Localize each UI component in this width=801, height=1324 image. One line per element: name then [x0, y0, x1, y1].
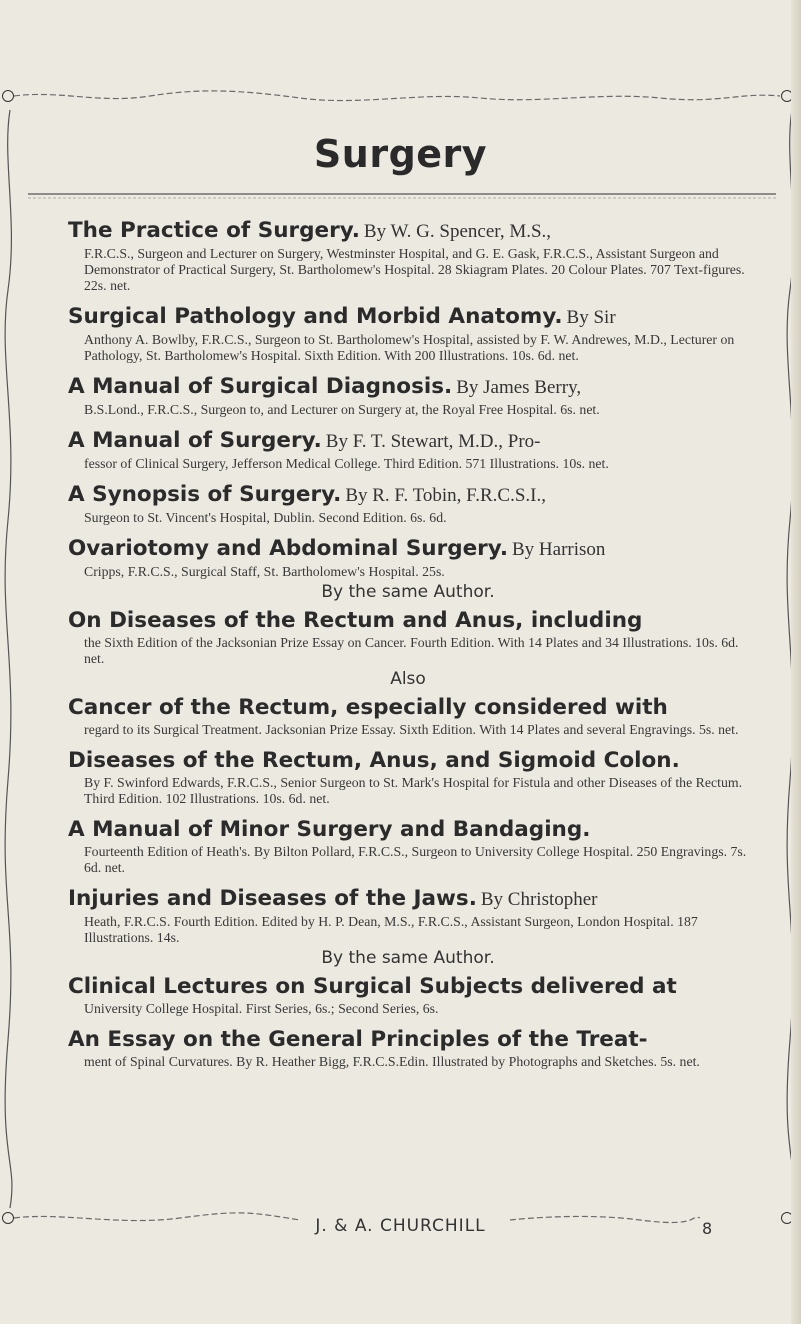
catalogue-entry [68, 817, 748, 876]
entry-title: Surgical Pathology and Morbid Anatomy. [68, 304, 563, 329]
catalogue-entry [68, 886, 748, 968]
page-edge-shadow [791, 0, 801, 1324]
entry-title: Cancer of the Rectum, especially considered with [68, 695, 668, 720]
catalogue-entry [68, 536, 748, 602]
catalogue-entry [68, 1027, 748, 1070]
entry-byline: By Christopher [480, 889, 598, 910]
entry-description: Fourteenth Edition of Heath's. By Bilton Pollard, F.R.C.S., Surgeon to University College Hospital. 250 Engravings. 7s. 6d. net. [84, 844, 747, 875]
entry-byline: By Sir [566, 307, 616, 328]
page-number: 8 [702, 1219, 713, 1238]
catalogue-entry [68, 218, 748, 294]
entry-title: The Practice of Surgery. [68, 218, 360, 243]
catalogue-entry [68, 374, 748, 418]
corner-ring-top-left [2, 90, 14, 102]
catalogue-entry [68, 304, 748, 364]
same-author-note: By the same Author. [321, 948, 495, 968]
catalogue-entry [68, 748, 748, 807]
entry-byline: By Harrison [512, 539, 606, 560]
entry-title: An Essay on the General Principles of the Treat- [68, 1027, 648, 1052]
entry-description: Cripps, F.R.C.S., Surgical Staff, St. Bartholomew's Hospital. 25s. [84, 564, 445, 579]
entry-title: A Synopsis of Surgery. [68, 482, 342, 507]
catalogue-entry [68, 482, 748, 526]
entry-description: Anthony A. Bowlby, F.R.C.S., Surgeon to St. Bartholomew's Hospital, assisted by F. W. Andrewes, M.D., Lecturer on Pathology, St. Bartholomew's Hospital. Sixth Edition. With 200 Illustrations. 10s. 6d. net. [84, 332, 735, 363]
entry-title: A Manual of Surgery. [68, 428, 322, 453]
entry-title: On Diseases of the Rectum and Anus, including [68, 608, 643, 633]
entry-byline: By James Berry, [456, 377, 582, 398]
catalogue-entry [68, 695, 748, 738]
catalogue-entry [68, 974, 748, 1017]
entry-title: Injuries and Diseases of the Jaws. [68, 886, 477, 911]
also-note: Also [390, 669, 426, 689]
entry-description: ment of Spinal Curvatures. By R. Heather Bigg, F.R.C.S.Edin. Illustrated by Photographs and Sketches. 5s. net. [84, 1054, 700, 1069]
page-title: Surgery [313, 132, 488, 176]
entry-title: Ovariotomy and Abdominal Surgery. [68, 536, 508, 561]
entry-description: By F. Swinford Edwards, F.R.C.S., Senior Surgeon to St. Mark's Hospital for Fistula and other Diseases of the Rectum. Third Edition. 102 Illustrations. 10s. 6d. net. [84, 775, 743, 806]
entry-title: Clinical Lectures on Surgical Subjects delivered at [68, 974, 677, 999]
publisher-footer: J. & A. CHURCHILL [315, 1216, 486, 1236]
catalogue-entry [68, 428, 748, 472]
entry-description: fessor of Clinical Surgery, Jefferson Medical College. Third Edition. 571 Illustrations. 10s. net. [84, 456, 609, 471]
entry-byline: By W. G. Spencer, M.S., [363, 221, 552, 242]
entry-description: Surgeon to St. Vincent's Hospital, Dublin. Second Edition. 6s. 6d. [84, 510, 447, 525]
entry-list [68, 218, 748, 1080]
entry-description: F.R.C.S., Surgeon and Lecturer on Surgery, Westminster Hospital, and G. E. Gask, F.R.C.S., Assistant Surgeon and Demonstrator of Practical Surgery, St. Bartholomew's Hospital. 28 Skiagram Plates. 20 Colour Plates. 707 Text-figures. 22s. net. [84, 246, 745, 293]
entry-byline: By F. T. Stewart, M.D., Pro- [325, 431, 541, 452]
entry-description: Heath, F.R.C.S. Fourth Edition. Edited by H. P. Dean, M.S., F.R.C.S., Assistant Surgeon, London Hospital. 187 Illustrations. 14s. [84, 914, 698, 945]
same-author-note: By the same Author. [321, 582, 495, 602]
entry-description: the Sixth Edition of the Jacksonian Prize Essay on Cancer. Fourth Edition. With 14 Plates and 34 Illustrations. 10s. 6d. net. [84, 635, 739, 666]
entry-title: Diseases of the Rectum, Anus, and Sigmoid Colon. [68, 748, 680, 773]
entry-title: A Manual of Minor Surgery and Bandaging. [68, 817, 591, 842]
entry-byline: By R. F. Tobin, F.R.C.S.I., [345, 485, 546, 506]
entry-description: University College Hospital. First Series, 6s.; Second Series, 6s. [84, 1001, 439, 1016]
entry-description: regard to its Surgical Treatment. Jacksonian Prize Essay. Sixth Edition. With 14 Plates and several Engravings. 5s. net. [84, 722, 739, 737]
entry-description: B.S.Lond., F.R.C.S., Surgeon to, and Lecturer on Surgery at, the Royal Free Hospital. 6s. net. [84, 402, 600, 417]
entry-title: A Manual of Surgical Diagnosis. [68, 374, 453, 399]
catalogue-entry [68, 608, 748, 689]
